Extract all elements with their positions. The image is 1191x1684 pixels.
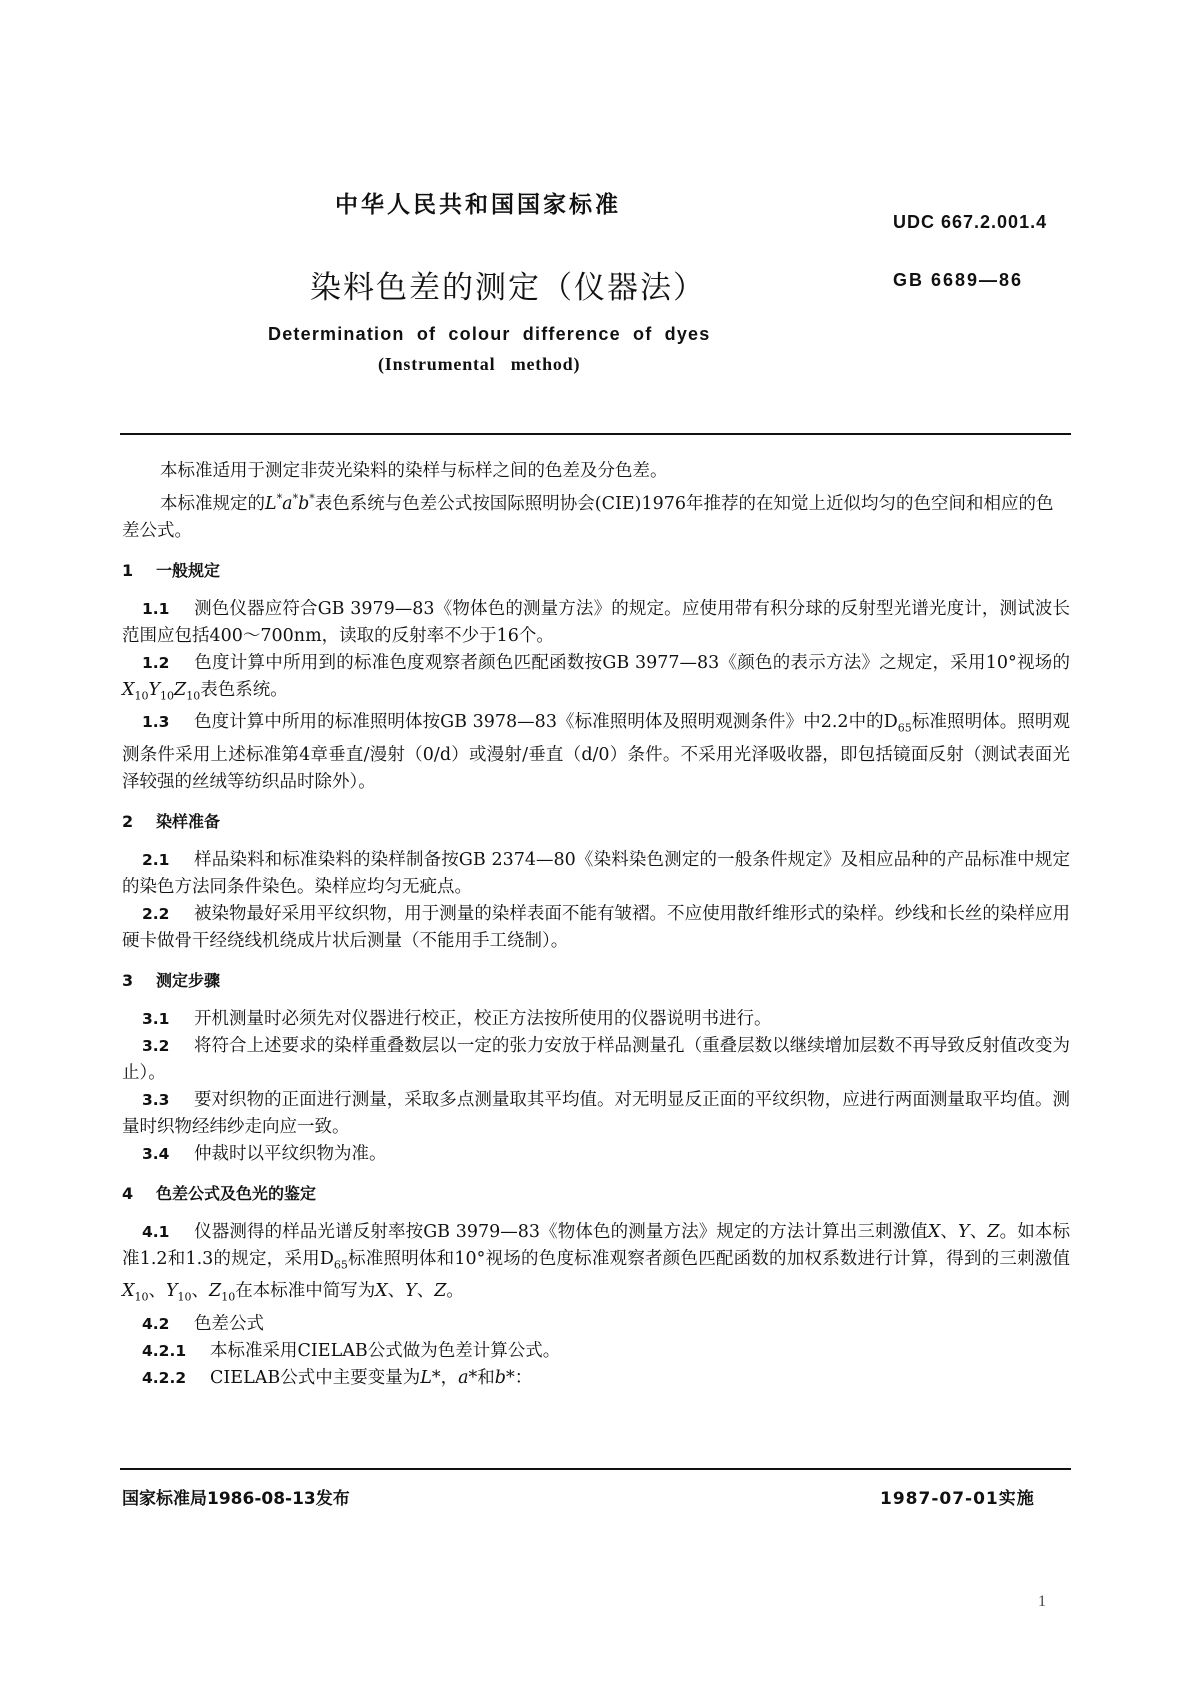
english-title: Determination of colour difference of dyes <box>268 324 711 344</box>
clause: 3.4 仲裁时以平纹织物为准。 <box>142 1143 387 1164</box>
clause: 3.2 将符合上述要求的染样重叠数层以一定的张力安放于样品测量孔（重叠层数以继续增加层数不再导致反射值改变为止）。 <box>122 1035 1070 1083</box>
document-body <box>122 458 1070 1392</box>
clause: 1.2 色度计算中所用到的标准色度观察者颜色匹配函数按GB 3977—83《颜色的表示方法》之规定，采用10°视场的$X_{10}Y_{10}Z_{10}$表色系统。 <box>122 652 1070 703</box>
section-heading: 4 色差公式及色光的鉴定 <box>122 1183 317 1203</box>
udc-code: UDC 667.2.001.4 <box>893 212 1048 232</box>
clause: 1.1 测色仪器应符合GB 3979—83《物体色的测量方法》的规定。应使用带有积分球的反射型光谱光度计，测试波长范围应包括400～700nm，读取的反射率不少于16个。 <box>122 598 1070 646</box>
gb-code: GB 6689—86 <box>893 270 1024 290</box>
clause: 1.3 色度计算中所用的标准照明体按GB 3978—83《标准照明体及照明观测条件》中2.2中的$D_{65}$标准照明体。照明观测条件采用上述标准第4章垂直/漫射（0/d）或漫射/垂直（d/0）条件。不采用光泽吸收器，即包括镜面反射（测试表面光泽较强的丝绒等纺织品时除外）。 <box>122 712 1070 792</box>
clause: 4.2 色差公式 <box>142 1313 264 1334</box>
intro-paragraph-1: 本标准适用于测定非荧光染料的染样与标样之间的色差及分色差。 <box>160 461 668 481</box>
clause: 3.3 要对织物的正面进行测量，采取多点测量取其平均值。对无明显反正面的平纹织物，应进行两面测量取平均值。测量时织物经纬纱走向应一致。 <box>122 1089 1070 1137</box>
section-heading: 2 染样准备 <box>122 811 221 831</box>
clause: 2.2 被染物最好采用平纹织物，用于测量的染样表面不能有皱褶。不应使用散纤维形式的染样。纱线和长丝的染样应用硬卡做骨干经绕线机绕成片状后测量（不能用手工绕制）。 <box>122 903 1070 951</box>
bottom-divider <box>120 1468 1071 1470</box>
clause: 4.2.2 CIELAB公式中主要变量为L*，a*和b*： <box>142 1367 533 1388</box>
issue-date: 国家标准局1986-08-13发布 <box>122 1489 350 1509</box>
english-subtitle: (Instrumental method) <box>378 354 581 374</box>
effective-date: 1987-07-01实施 <box>880 1489 1035 1509</box>
clause: 4.2.1 本标准采用CIELAB公式做为色差计算公式。 <box>142 1340 561 1361</box>
page-number: 1 <box>1038 1593 1046 1610</box>
top-divider <box>120 433 1071 435</box>
section-heading: 3 测定步骤 <box>122 970 221 990</box>
clause: 2.1 样品染料和标准染料的染样制备按GB 2374—80《染料染色测定的一般条件规定》及相应品种的产品标准中规定的染色方法同条件染色。染样应均匀无疵点。 <box>122 849 1070 897</box>
section-heading: 1 一般规定 <box>122 560 221 580</box>
intro-paragraph-2: 本标准规定的L*a*b*表色系统与色差公式按国际照明协会(CIE)1976年推荐的在知觉上近似均匀的色空间和相应的色差公式。 <box>122 492 1054 541</box>
clause: 3.1 开机测量时必须先对仪器进行校正，校正方法按所使用的仪器说明书进行。 <box>142 1008 772 1029</box>
clause: 4.1 仪器测得的样品光谱反射率按GB 3979—83《物体色的测量方法》规定的方法计算出三刺激值X、Y、Z。如本标准1.2和1.3的规定，采用$D_{65}$标准照明体和10°视场的色度标准观察者颜色匹配函数的加权系数进行计算，得到的三刺激值$X_{10}$、$Y_{10}$、$Z_{10}$在本标准中简写为X、Y、Z。 <box>122 1221 1071 1304</box>
standard-name: 中华人民共和国国家标准 <box>335 192 621 218</box>
page-title: 染料色差的测定（仪器法） <box>310 270 706 306</box>
